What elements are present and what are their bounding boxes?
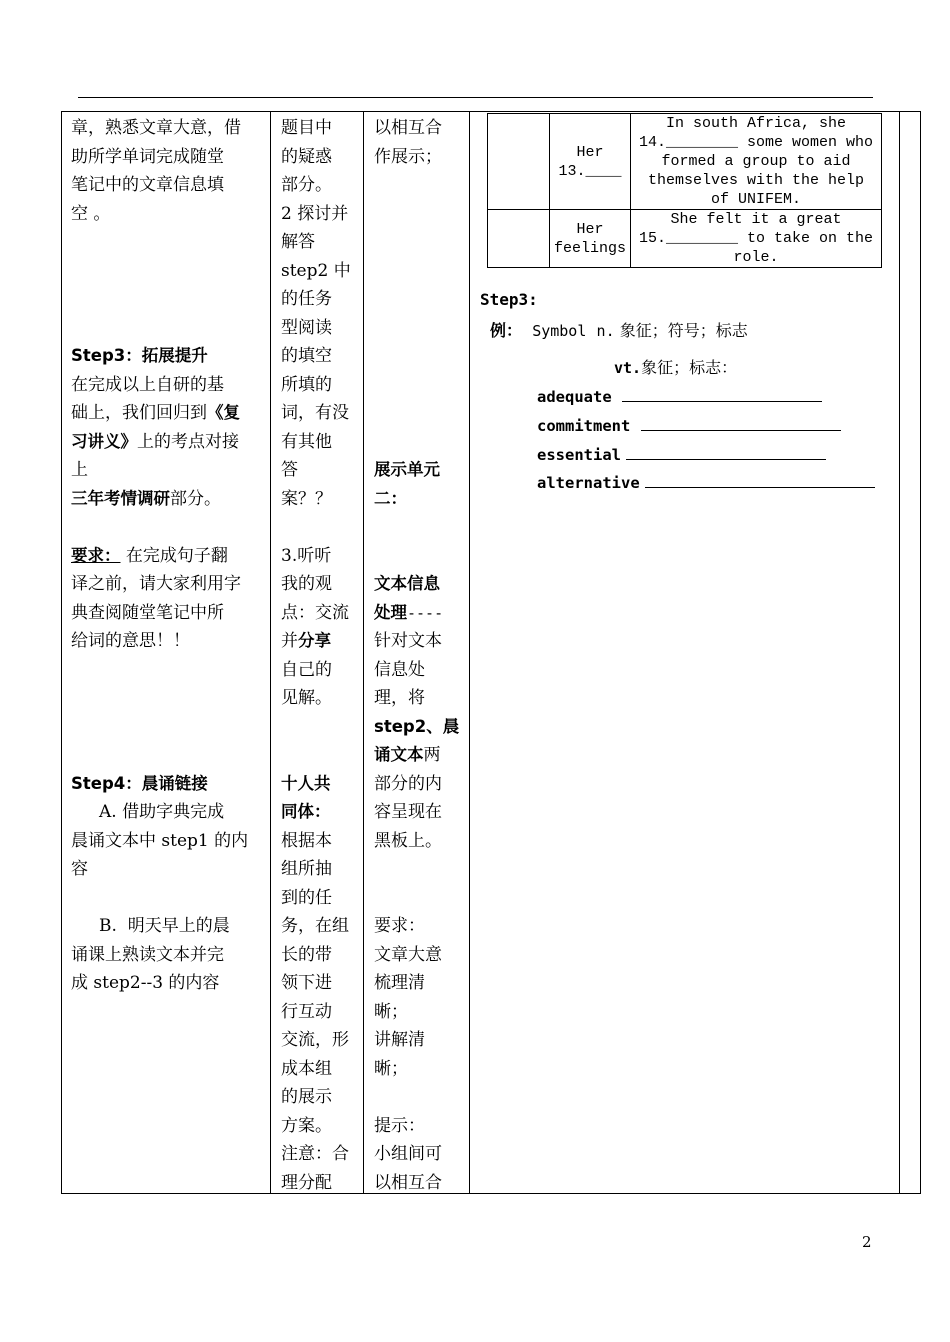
vocab-item: adequate <box>537 387 822 406</box>
example-line-vt: vt.象征；标志： <box>614 358 738 377</box>
show-unit-heading: 二： <box>374 488 407 508</box>
text-line: 部分的内 <box>374 773 442 794</box>
text-line: B. 明天早上的晨 <box>99 916 230 936</box>
text-line: 以相互合 <box>374 1172 442 1193</box>
text-line: 成本组 <box>281 1058 332 1079</box>
text-line: 的疑惑 <box>281 146 332 167</box>
show-unit-heading: 展示单元 <box>374 460 440 479</box>
text-line: 自己的 <box>281 659 332 680</box>
column-divider-2 <box>363 112 364 1193</box>
column-divider-3 <box>469 112 470 1193</box>
text-line: 领下进 <box>281 973 332 993</box>
empty-cell <box>488 114 550 210</box>
column-group-work <box>281 114 361 1197</box>
column-divider-1 <box>270 112 271 1193</box>
text-line: 小组间可 <box>374 1144 442 1164</box>
text-line: 交流，形 <box>281 1030 349 1050</box>
reading-fill-table <box>487 113 882 268</box>
text-line: 案？？ <box>281 488 332 509</box>
vocab-item: commitment <box>537 416 841 435</box>
text-line: 文章大意 <box>374 944 442 965</box>
text-line: 有其他 <box>281 431 332 452</box>
empty-cell <box>488 210 550 268</box>
text-line: 的填空 <box>281 346 332 366</box>
column-presentation <box>374 114 468 1197</box>
group-heading: 同体： <box>281 802 331 821</box>
text-line: 到的任 <box>281 887 332 908</box>
column-divider-4 <box>899 112 900 1193</box>
text-line: 晨诵文本中 step1 的内 <box>71 830 249 851</box>
text-line: 上 <box>71 460 88 480</box>
text-line: 2 探讨并 <box>281 203 349 224</box>
text-line: 诵文本两 <box>374 745 441 765</box>
text-line: 成 step2--3 的内容 <box>71 973 220 993</box>
text-line: 诵课上熟读文本并完 <box>71 944 224 965</box>
text-line: 务，在组 <box>281 916 349 936</box>
text-line: 在完成以上自研的基 <box>71 374 224 395</box>
text-line: 针对文本 <box>374 631 442 651</box>
text-line: 所填的 <box>281 374 332 395</box>
step4-heading: Step4：晨诵链接 <box>71 773 208 793</box>
text-line: 三年考情调研部分。 <box>71 488 221 509</box>
text-line: step2 中 <box>281 260 351 281</box>
step3-heading: Step3：拓展提升 <box>71 346 208 365</box>
text-line: 型阅读 <box>281 317 332 338</box>
text-line: 给词的意思！！ <box>71 631 190 651</box>
text-line: 理，将 <box>374 688 425 708</box>
hint-label: 提示： <box>374 1115 425 1136</box>
text-line: 典查阅随堂笔记中所 <box>71 602 224 623</box>
text-line: 空 。 <box>71 203 111 224</box>
text-line: 并分享 <box>281 631 331 651</box>
text-line: 容呈现在 <box>374 802 442 822</box>
row-label: Her 13.____ <box>550 114 631 210</box>
text-line: 我的观 <box>281 574 332 594</box>
text-line: 组所抽 <box>281 859 332 879</box>
text-line: 梳理清 <box>374 973 425 993</box>
text-line: 方案。 <box>281 1115 332 1136</box>
column-student-activities <box>71 114 267 998</box>
text-line: A. 借助字典完成 <box>99 802 225 822</box>
text-line: 解答 <box>281 232 315 252</box>
text-line: 译之前，请大家利用字 <box>71 574 241 594</box>
text-line: 注意：合 <box>281 1144 349 1164</box>
row-label: Her feelings <box>550 210 631 268</box>
text-line: 答 <box>281 460 298 480</box>
text-line: 见解。 <box>281 688 332 708</box>
requirement-line: 要求： 在完成句子翻 <box>71 545 228 566</box>
text-line: 的展示 <box>281 1087 332 1107</box>
text-line: 础上，我们回归到《复 <box>71 403 240 423</box>
text-line: 点：交流 <box>281 602 349 623</box>
step3-label: Step3: <box>480 290 538 309</box>
text-line: 根据本 <box>281 830 332 851</box>
text-line: 容 <box>71 859 88 879</box>
text-line: 笔记中的文章信息填 <box>71 175 224 195</box>
table-border-left <box>61 112 62 1193</box>
row-text: In south Africa, she 14.________ some women who formed a group to aid themselves with the help of UNIFEM. <box>631 114 882 210</box>
requirement-label: 要求： <box>374 916 425 936</box>
page-number: 2 <box>862 1233 872 1251</box>
text-line: 词，有没 <box>281 403 349 423</box>
text-line: 黑板上。 <box>374 830 442 851</box>
text-line: 的任务 <box>281 289 332 309</box>
text-line: 3.听听 <box>281 545 332 566</box>
text-line: 长的带 <box>281 944 332 965</box>
text-info-heading: 处理---- <box>374 602 444 622</box>
text-line: 助所学单词完成随堂 <box>71 146 224 167</box>
text-line: 习讲义》上的考点对接 <box>71 431 239 452</box>
example-line: 例： Symbol n. 象征；符号；标志 <box>490 321 748 340</box>
text-line: 晰； <box>374 1001 408 1022</box>
vocab-item: alternative <box>537 473 875 492</box>
group-heading: 十人共 <box>281 773 331 793</box>
text-line: 理分配 <box>281 1172 332 1193</box>
text-line: 信息处 <box>374 659 425 680</box>
text-line: 作展示； <box>374 146 442 167</box>
text-line: 部分。 <box>281 175 332 195</box>
text-line: 晰； <box>374 1058 408 1079</box>
text-line: 以相互合 <box>374 118 442 138</box>
row-text: She felt it a great 15.________ to take on the role. <box>631 210 882 268</box>
lesson-plan-table <box>61 111 921 1194</box>
text-line: 章，熟悉文章大意，借 <box>71 118 241 138</box>
header-rule <box>78 97 873 98</box>
text-line: 行互动 <box>281 1001 332 1022</box>
text-line: step2、晨 <box>374 716 460 736</box>
table-border-right <box>920 112 921 1193</box>
text-info-heading: 文本信息 <box>374 574 440 593</box>
text-line: 讲解清 <box>374 1030 425 1050</box>
vocab-item: essential <box>537 445 826 464</box>
text-line: 题目中 <box>281 118 332 138</box>
